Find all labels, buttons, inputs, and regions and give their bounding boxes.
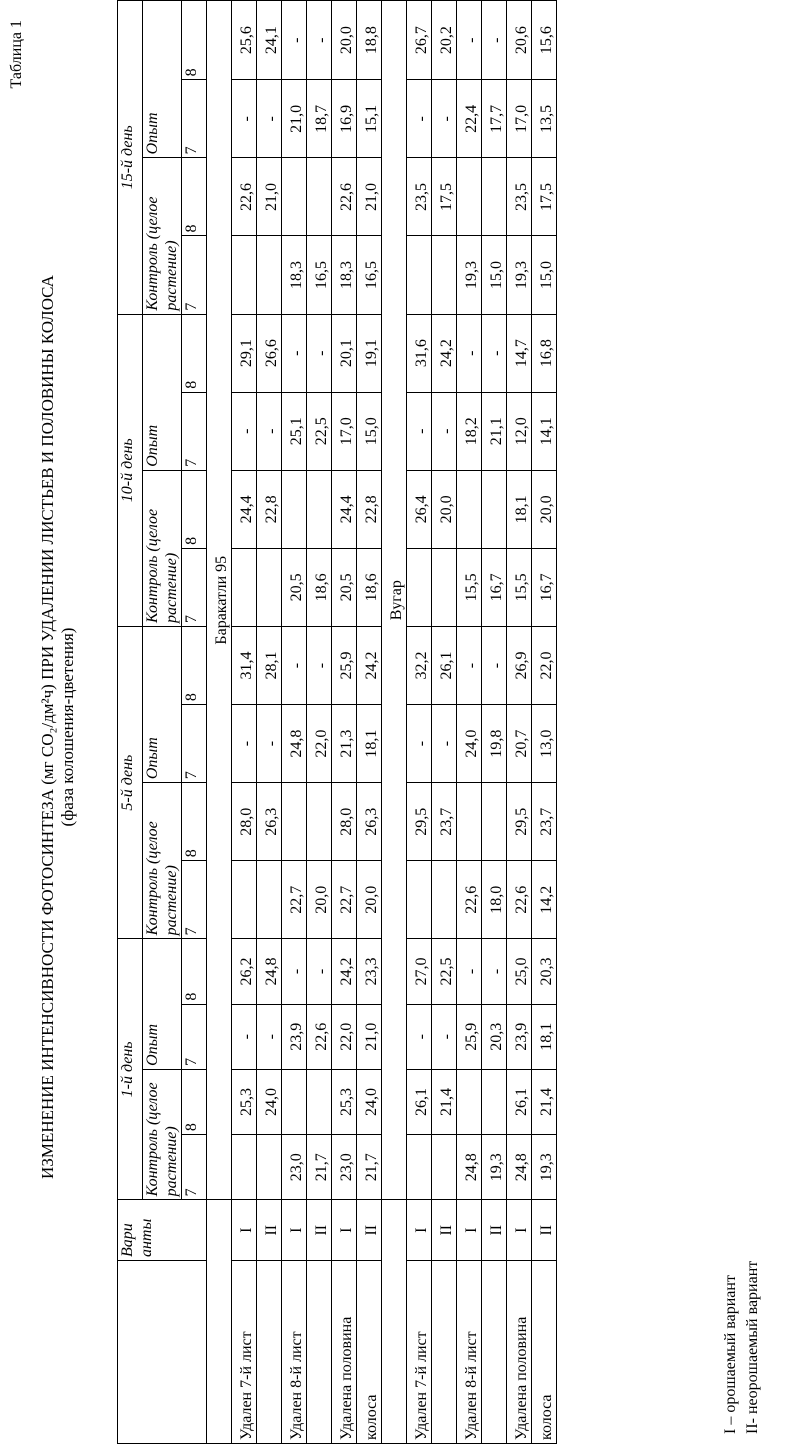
value-cell <box>407 1135 432 1200</box>
value-cell: 24,0 <box>457 705 482 783</box>
section-row <box>207 1 232 1444</box>
table-row <box>507 1 532 1444</box>
value-cell: - <box>257 80 282 158</box>
value-cell: 23,5 <box>407 158 432 236</box>
value-cell <box>282 470 307 548</box>
value-cell: 14,1 <box>532 392 557 470</box>
table-row <box>457 1 482 1444</box>
variant-cell: II <box>257 1200 282 1261</box>
value-cell: - <box>307 939 332 1004</box>
value-cell: 18,1 <box>357 705 382 783</box>
value-cell <box>432 548 457 626</box>
value-cell: 18,2 <box>457 392 482 470</box>
leaf-number-header: 7 <box>182 1004 207 1069</box>
table-title: ИЗМЕНЕНИЕ ИНТЕНСИВНОСТИ ФОТОСИНТЕЗА (мг CO₂/дм²ч) ПРИ УДАЛЕНИИ ЛИСТЬЕВ И ПОЛОВИНЫ КОЛОСА <box>38 275 57 1179</box>
row-label: колоса <box>532 1261 557 1444</box>
section-blank <box>382 1200 407 1444</box>
value-cell <box>432 861 457 939</box>
table-body <box>207 1 557 1444</box>
value-cell: 24,8 <box>282 705 307 783</box>
value-cell: 18,3 <box>332 236 357 314</box>
value-cell: 22,7 <box>332 861 357 939</box>
value-cell: 15,5 <box>507 548 532 626</box>
row-label: колоса <box>357 1261 382 1444</box>
value-cell: 21,7 <box>357 1135 382 1200</box>
value-cell: 29,5 <box>407 783 432 861</box>
value-cell: 22,5 <box>432 939 457 1004</box>
value-cell: 19,3 <box>457 236 482 314</box>
value-cell: 31,6 <box>407 314 432 392</box>
value-cell <box>307 470 332 548</box>
value-cell: 23,9 <box>282 1004 307 1069</box>
header-experiment: Опыт <box>143 314 182 470</box>
value-cell: 24,0 <box>357 1069 382 1134</box>
variant-cell: I <box>507 1200 532 1261</box>
value-cell: 17,0 <box>332 392 357 470</box>
value-cell <box>432 1135 457 1200</box>
value-cell: 21,0 <box>357 158 382 236</box>
value-cell: - <box>432 705 457 783</box>
value-cell <box>307 1069 332 1134</box>
value-cell: - <box>232 392 257 470</box>
value-cell: 16,7 <box>532 548 557 626</box>
leaf-number-header: 8 <box>182 939 207 1004</box>
section-title: Баракатли 95 <box>207 1 232 1200</box>
value-cell: 25,9 <box>457 1004 482 1069</box>
value-cell: - <box>482 626 507 704</box>
value-cell <box>282 783 307 861</box>
value-cell: 22,0 <box>332 1004 357 1069</box>
row-label: Удален 8-й лист <box>282 1261 307 1444</box>
value-cell: 20,3 <box>532 939 557 1004</box>
leaf-number-header: 7 <box>182 236 207 314</box>
section-title: Вугар <box>382 1 407 1200</box>
value-cell: - <box>457 314 482 392</box>
value-cell: 24,8 <box>457 1135 482 1200</box>
value-cell: 21,4 <box>532 1069 557 1134</box>
value-cell: - <box>457 1 482 80</box>
header-blank <box>118 1261 207 1444</box>
value-cell: 20,3 <box>482 1004 507 1069</box>
value-cell: - <box>282 314 307 392</box>
table-row <box>407 1 432 1444</box>
value-cell: 26,1 <box>507 1069 532 1134</box>
value-cell: 21,0 <box>282 80 307 158</box>
section-blank <box>207 1200 232 1444</box>
value-cell: 22,8 <box>357 470 382 548</box>
value-cell: 22,0 <box>532 626 557 704</box>
value-cell: 18,6 <box>357 548 382 626</box>
table-row <box>307 1 332 1444</box>
value-cell: 20,1 <box>332 314 357 392</box>
value-cell: 24,8 <box>257 939 282 1004</box>
table-row <box>332 1 357 1444</box>
value-cell: 18,1 <box>532 1004 557 1069</box>
value-cell: 24,2 <box>332 939 357 1004</box>
value-cell <box>482 783 507 861</box>
value-cell: - <box>307 314 332 392</box>
value-cell: - <box>232 705 257 783</box>
row-label: Удалена половина <box>507 1261 532 1444</box>
value-cell: 23,3 <box>357 939 382 1004</box>
value-cell: 23,0 <box>332 1135 357 1200</box>
value-cell: - <box>407 80 432 158</box>
row-label: Удалена половина <box>332 1261 357 1444</box>
value-cell <box>457 470 482 548</box>
variant-cell: II <box>482 1200 507 1261</box>
value-cell: 22,6 <box>307 1004 332 1069</box>
leaf-number-header: 7 <box>182 80 207 158</box>
value-cell: 15,1 <box>357 80 382 158</box>
value-cell: 22,6 <box>332 158 357 236</box>
value-cell: 19,1 <box>357 314 382 392</box>
leaf-number-header: 8 <box>182 1 207 80</box>
value-cell <box>407 861 432 939</box>
header-control: Контроль (целое растение) <box>143 783 182 939</box>
value-cell: 18,1 <box>507 470 532 548</box>
value-cell: 26,3 <box>257 783 282 861</box>
value-cell: 22,0 <box>307 705 332 783</box>
value-cell <box>457 1069 482 1134</box>
value-cell: 21,4 <box>432 1069 457 1134</box>
value-cell: 20,2 <box>432 1 457 80</box>
value-cell: 25,3 <box>232 1069 257 1134</box>
value-cell: 31,4 <box>232 626 257 704</box>
value-cell: 25,9 <box>332 626 357 704</box>
value-cell: 22,7 <box>282 861 307 939</box>
value-cell: 26,3 <box>357 783 382 861</box>
value-cell: 21,3 <box>332 705 357 783</box>
value-cell: 25,6 <box>232 1 257 80</box>
table-row <box>232 1 257 1444</box>
row-label: Удален 7-й лист <box>232 1261 257 1444</box>
table-row <box>482 1 507 1444</box>
value-cell: 13,0 <box>532 705 557 783</box>
variant-cell: I <box>457 1200 482 1261</box>
header-control: Контроль (целое растение) <box>143 1069 182 1200</box>
header-experiment: Опыт <box>143 1 182 158</box>
value-cell: - <box>232 80 257 158</box>
value-cell: 15,0 <box>357 392 382 470</box>
value-cell: - <box>282 626 307 704</box>
value-cell <box>432 236 457 314</box>
value-cell: 20,0 <box>432 470 457 548</box>
value-cell: 22,8 <box>257 470 282 548</box>
value-cell: - <box>457 626 482 704</box>
value-cell: - <box>232 1004 257 1069</box>
leaf-number-header: 7 <box>182 861 207 939</box>
value-cell: - <box>432 392 457 470</box>
value-cell: 27,0 <box>407 939 432 1004</box>
value-cell: 17,0 <box>507 80 532 158</box>
value-cell <box>282 158 307 236</box>
leaf-number-header: 8 <box>182 626 207 704</box>
table-row <box>357 1 382 1444</box>
value-cell <box>482 1069 507 1134</box>
value-cell: 14,2 <box>532 861 557 939</box>
value-cell: - <box>282 1 307 80</box>
value-cell: - <box>307 1 332 80</box>
value-cell: 20,0 <box>532 470 557 548</box>
leaf-number-header: 7 <box>182 548 207 626</box>
value-cell: 23,0 <box>282 1135 307 1200</box>
value-cell: - <box>482 314 507 392</box>
value-cell: 29,5 <box>507 783 532 861</box>
value-cell: 17,5 <box>432 158 457 236</box>
variant-cell: I <box>332 1200 357 1261</box>
value-cell: 24,4 <box>232 470 257 548</box>
value-cell: - <box>407 392 432 470</box>
value-cell <box>282 1069 307 1134</box>
leaf-number-header: 7 <box>182 705 207 783</box>
value-cell <box>257 236 282 314</box>
value-cell: 24,2 <box>357 626 382 704</box>
section-row <box>382 1 407 1444</box>
value-cell: 21,0 <box>357 1004 382 1069</box>
leaf-number-header: 7 <box>182 392 207 470</box>
header-day-10: 10-й день <box>118 314 143 626</box>
value-cell: 25,0 <box>507 939 532 1004</box>
value-cell: 29,1 <box>232 314 257 392</box>
row-label <box>432 1261 457 1444</box>
value-cell: 28,0 <box>232 783 257 861</box>
value-cell: - <box>407 1004 432 1069</box>
value-cell <box>482 158 507 236</box>
note-non-irrigated: II- неорошаемый вариант <box>744 1260 761 1434</box>
value-cell: 16,9 <box>332 80 357 158</box>
value-cell: 20,7 <box>507 705 532 783</box>
value-cell: 23,7 <box>432 783 457 861</box>
value-cell: - <box>407 705 432 783</box>
value-cell: 20,0 <box>307 861 332 939</box>
value-cell: 26,6 <box>257 314 282 392</box>
table-row <box>257 1 282 1444</box>
variant-cell: II <box>432 1200 457 1261</box>
value-cell <box>307 783 332 861</box>
value-cell: 32,2 <box>407 626 432 704</box>
header-experiment: Опыт <box>143 626 182 782</box>
value-cell: 18,6 <box>307 548 332 626</box>
note-irrigated: I – орошаемый вариант <box>722 1275 739 1434</box>
table-row <box>282 1 307 1444</box>
value-cell: 25,3 <box>332 1069 357 1134</box>
value-cell: 16,8 <box>532 314 557 392</box>
variant-cell: I <box>407 1200 432 1261</box>
value-cell: 26,4 <box>407 470 432 548</box>
value-cell: 17,5 <box>532 158 557 236</box>
value-cell: 20,5 <box>282 548 307 626</box>
value-cell: 13,5 <box>532 80 557 158</box>
value-cell: 15,0 <box>482 236 507 314</box>
row-label: Удален 8-й лист <box>457 1261 482 1444</box>
value-cell: - <box>307 626 332 704</box>
value-cell: 15,0 <box>532 236 557 314</box>
value-cell: 19,3 <box>482 1135 507 1200</box>
value-cell: 24,2 <box>432 314 457 392</box>
value-cell: 24,8 <box>507 1135 532 1200</box>
leaf-number-header: 8 <box>182 1069 207 1134</box>
value-cell <box>482 470 507 548</box>
value-cell: 18,7 <box>307 80 332 158</box>
variant-cell: II <box>532 1200 557 1261</box>
leaf-number-header: 8 <box>182 470 207 548</box>
value-cell: - <box>257 1004 282 1069</box>
leaf-number-header: 8 <box>182 158 207 236</box>
value-cell: - <box>257 705 282 783</box>
leaf-number-header: 8 <box>182 783 207 861</box>
row-label <box>307 1261 332 1444</box>
value-cell: 21,7 <box>307 1135 332 1200</box>
header-day-1: 1-й день <box>118 939 143 1200</box>
value-cell <box>232 236 257 314</box>
value-cell: - <box>432 80 457 158</box>
value-cell <box>257 1135 282 1200</box>
value-cell: 24,1 <box>257 1 282 80</box>
value-cell: 18,0 <box>482 861 507 939</box>
phase-label: (фаза колошения-цветения) <box>58 627 77 827</box>
header-day-5: 5-й день <box>118 626 143 938</box>
value-cell: 20,6 <box>507 1 532 80</box>
leaf-number-header: 8 <box>182 314 207 392</box>
header-control: Контроль (целое растение) <box>143 470 182 626</box>
value-cell: 24,4 <box>332 470 357 548</box>
row-label <box>482 1261 507 1444</box>
value-cell: 18,8 <box>357 1 382 80</box>
value-cell: - <box>482 1 507 80</box>
value-cell: 23,9 <box>507 1004 532 1069</box>
value-cell: - <box>432 1004 457 1069</box>
value-cell <box>257 548 282 626</box>
value-cell: 16,5 <box>307 236 332 314</box>
value-cell: 22,6 <box>507 861 532 939</box>
value-cell <box>407 236 432 314</box>
value-cell: 25,1 <box>282 392 307 470</box>
value-cell: 14,7 <box>507 314 532 392</box>
value-cell <box>232 861 257 939</box>
value-cell: 26,1 <box>407 1069 432 1134</box>
header-day-15: 15-й день <box>118 1 143 315</box>
table-row <box>432 1 457 1444</box>
value-cell: 28,0 <box>332 783 357 861</box>
value-cell <box>232 548 257 626</box>
value-cell: 15,6 <box>532 1 557 80</box>
variant-cell: II <box>357 1200 382 1261</box>
header-variants: Вари анты <box>118 1200 207 1261</box>
value-cell: 22,4 <box>457 80 482 158</box>
variant-cell: II <box>307 1200 332 1261</box>
value-cell: 18,3 <box>282 236 307 314</box>
table-label: Таблица 1 <box>8 20 25 89</box>
value-cell: 20,5 <box>332 548 357 626</box>
value-cell <box>307 158 332 236</box>
value-cell: 19,3 <box>507 236 532 314</box>
photosynthesis-table <box>117 0 557 1444</box>
leaf-number-header: 7 <box>182 1135 207 1200</box>
value-cell: 26,7 <box>407 1 432 80</box>
value-cell <box>457 783 482 861</box>
value-cell: 22,5 <box>307 392 332 470</box>
value-cell: - <box>457 939 482 1004</box>
value-cell: 26,9 <box>507 626 532 704</box>
value-cell: - <box>257 392 282 470</box>
value-cell: 23,7 <box>532 783 557 861</box>
value-cell: 17,7 <box>482 80 507 158</box>
value-cell: 15,5 <box>457 548 482 626</box>
value-cell: 21,0 <box>257 158 282 236</box>
value-cell <box>407 548 432 626</box>
header-control: Контроль (целое растение) <box>143 158 182 314</box>
variant-cell: I <box>232 1200 257 1261</box>
value-cell: 26,1 <box>432 626 457 704</box>
header-experiment: Опыт <box>143 939 182 1070</box>
value-cell: 28,1 <box>257 626 282 704</box>
value-cell: 24,0 <box>257 1069 282 1134</box>
value-cell: 23,5 <box>507 158 532 236</box>
value-cell: 19,3 <box>532 1135 557 1200</box>
value-cell: 22,6 <box>232 158 257 236</box>
value-cell: 19,8 <box>482 705 507 783</box>
value-cell <box>257 861 282 939</box>
value-cell: 22,6 <box>457 861 482 939</box>
value-cell: 21,1 <box>482 392 507 470</box>
variant-cell: I <box>282 1200 307 1261</box>
value-cell: 12,0 <box>507 392 532 470</box>
table-row <box>532 1 557 1444</box>
value-cell <box>457 158 482 236</box>
row-label: Удален 7-й лист <box>407 1261 432 1444</box>
value-cell <box>232 1135 257 1200</box>
value-cell: 20,0 <box>332 1 357 80</box>
table-subtitle <box>58 0 78 1454</box>
value-cell: 26,2 <box>232 939 257 1004</box>
value-cell: 20,0 <box>357 861 382 939</box>
value-cell: - <box>482 939 507 1004</box>
row-label <box>257 1261 282 1444</box>
value-cell: - <box>282 939 307 1004</box>
value-cell: 16,7 <box>482 548 507 626</box>
value-cell: 16,5 <box>357 236 382 314</box>
